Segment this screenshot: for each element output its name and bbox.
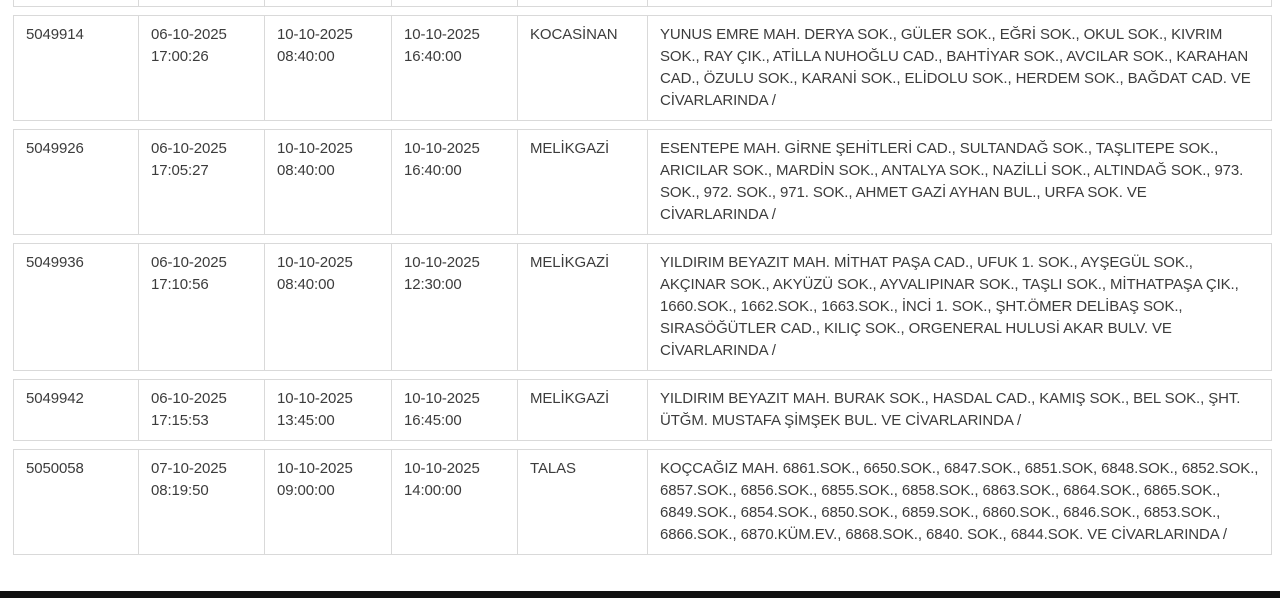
record-time: 17:15:53 — [151, 412, 209, 429]
affected-areas-cell: ESENTEPE MAH. GİRNE ŞEHİTLERİ CAD., SULTANDAĞ SOK., TAŞLITEPE SOK., ARICILAR SOK., MARDİN SOK., ANTALYA SOK., NAZİLLİ SOK., ALTINDAĞ SOK., 973. SOK., 972. SOK., 971. SOK., AHMET GAZİ AYHAN BUL., URFA SOK. VE CİVARLARINDA / — [648, 129, 1272, 235]
empty-cell — [13, 0, 139, 7]
start-time: 09:00:00 — [277, 482, 335, 499]
end-time: 16:40:00 — [404, 48, 462, 65]
table-row — [13, 129, 1272, 235]
start-date: 10-10-2025 — [277, 254, 353, 271]
end-datetime-cell — [392, 15, 518, 121]
record-datetime-cell — [139, 449, 265, 555]
start-time: 08:40:00 — [277, 276, 335, 293]
table-row — [13, 379, 1272, 441]
start-date: 10-10-2025 — [277, 26, 353, 43]
start-date: 10-10-2025 — [277, 140, 353, 157]
record-datetime-cell — [139, 15, 265, 121]
table-row — [13, 243, 1272, 371]
end-time: 16:45:00 — [404, 412, 462, 429]
record-date: 06-10-2025 — [151, 26, 227, 43]
start-datetime-cell — [265, 379, 392, 441]
start-datetime-cell — [265, 449, 392, 555]
end-date: 10-10-2025 — [404, 254, 480, 271]
end-date: 10-10-2025 — [404, 460, 480, 477]
record-date: 07-10-2025 — [151, 460, 227, 477]
record-datetime-cell — [139, 243, 265, 371]
record-time: 17:00:26 — [151, 48, 209, 65]
record-datetime-cell — [139, 379, 265, 441]
empty-cell — [518, 0, 648, 7]
end-datetime-cell — [392, 243, 518, 371]
end-time: 12:30:00 — [404, 276, 462, 293]
end-date: 10-10-2025 — [404, 140, 480, 157]
end-datetime-cell — [392, 129, 518, 235]
empty-cell — [139, 0, 265, 7]
table-row — [13, 15, 1272, 121]
end-time: 16:40:00 — [404, 162, 462, 179]
affected-areas-cell: KOÇCAĞIZ MAH. 6861.SOK., 6650.SOK., 6847.SOK., 6851.SOK, 6848.SOK., 6852.SOK., 6857.SOK., 6856.SOK., 6855.SOK., 6858.SOK., 6863.SOK., 6864.SOK., 6865.SOK., 6849.SOK., 6854.SOK., 6850.SOK., 6859.SOK., 6860.SOK., 6846.SOK., 6853.SOK., 6866.SOK., 6870.KÜM.EV., 6868.SOK., 6840. SOK., 6844.SOK. VE CİVARLARINDA / — [648, 449, 1272, 555]
start-date: 10-10-2025 — [277, 390, 353, 407]
outage-id-cell: 5049926 — [13, 129, 139, 235]
district-cell: KOCASİNAN — [518, 15, 648, 121]
partial-previous-row — [13, 0, 1272, 7]
start-time: 13:45:00 — [277, 412, 335, 429]
end-datetime-cell — [392, 379, 518, 441]
record-time: 17:05:27 — [151, 162, 209, 179]
empty-cell — [392, 0, 518, 7]
empty-cell — [265, 0, 392, 7]
record-date: 06-10-2025 — [151, 254, 227, 271]
start-time: 08:40:00 — [277, 48, 335, 65]
end-date: 10-10-2025 — [404, 390, 480, 407]
affected-areas-cell: YILDIRIM BEYAZIT MAH. BURAK SOK., HASDAL CAD., KAMIŞ SOK., BEL SOK., ŞHT. ÜTĞM. MUSTAFA ŞİMŞEK BUL. VE CİVARLARINDA / — [648, 379, 1272, 441]
district-cell: MELİKGAZİ — [518, 129, 648, 235]
outage-id-cell: 5049942 — [13, 379, 139, 441]
record-time: 17:10:56 — [151, 276, 209, 293]
district-cell: MELİKGAZİ — [518, 243, 648, 371]
start-datetime-cell — [265, 243, 392, 371]
window-bottom-edge-bar — [0, 591, 1280, 598]
record-date: 06-10-2025 — [151, 140, 227, 157]
record-datetime-cell — [139, 129, 265, 235]
end-datetime-cell — [392, 449, 518, 555]
outage-id-cell: 5049936 — [13, 243, 139, 371]
district-cell: MELİKGAZİ — [518, 379, 648, 441]
outage-id-cell: 5050058 — [13, 449, 139, 555]
start-datetime-cell — [265, 15, 392, 121]
table-row — [13, 449, 1272, 555]
start-datetime-cell — [265, 129, 392, 235]
affected-areas-cell: YILDIRIM BEYAZIT MAH. MİTHAT PAŞA CAD., UFUK 1. SOK., AYŞEGÜL SOK., AKÇINAR SOK., AKYÜZÜ SOK., AYVALIPINAR SOK., TAŞLI SOK., MİTHATPAŞA ÇIK., 1660.SOK., 1662.SOK., 1663.SOK., İNCİ 1. SOK., ŞHT.ÖMER DELİBAŞ SOK., SIRASÖĞÜTLER CAD., KILIÇ SOK., ORGENERAL HULUSİ AKAR BULV. VE CİVARLARINDA / — [648, 243, 1272, 371]
end-time: 14:00:00 — [404, 482, 462, 499]
record-date: 06-10-2025 — [151, 390, 227, 407]
start-date: 10-10-2025 — [277, 460, 353, 477]
outage-id-cell: 5049914 — [13, 15, 139, 121]
empty-cell — [648, 0, 1272, 7]
end-date: 10-10-2025 — [404, 26, 480, 43]
district-cell: TALAS — [518, 449, 648, 555]
outage-table — [13, 0, 1272, 563]
record-time: 08:19:50 — [151, 482, 209, 499]
affected-areas-cell: YUNUS EMRE MAH. DERYA SOK., GÜLER SOK., EĞRİ SOK., OKUL SOK., KIVRIM SOK., RAY ÇIK., ATİLLA NUHOĞLU CAD., BAHTİYAR SOK., AVCILAR SOK., KARAHAN CAD., ÖZULU SOK., KARANİ SOK., ELİDOLU SOK., HERDEM SOK., BAĞDAT CAD. VE CİVARLARINDA / — [648, 15, 1272, 121]
start-time: 08:40:00 — [277, 162, 335, 179]
